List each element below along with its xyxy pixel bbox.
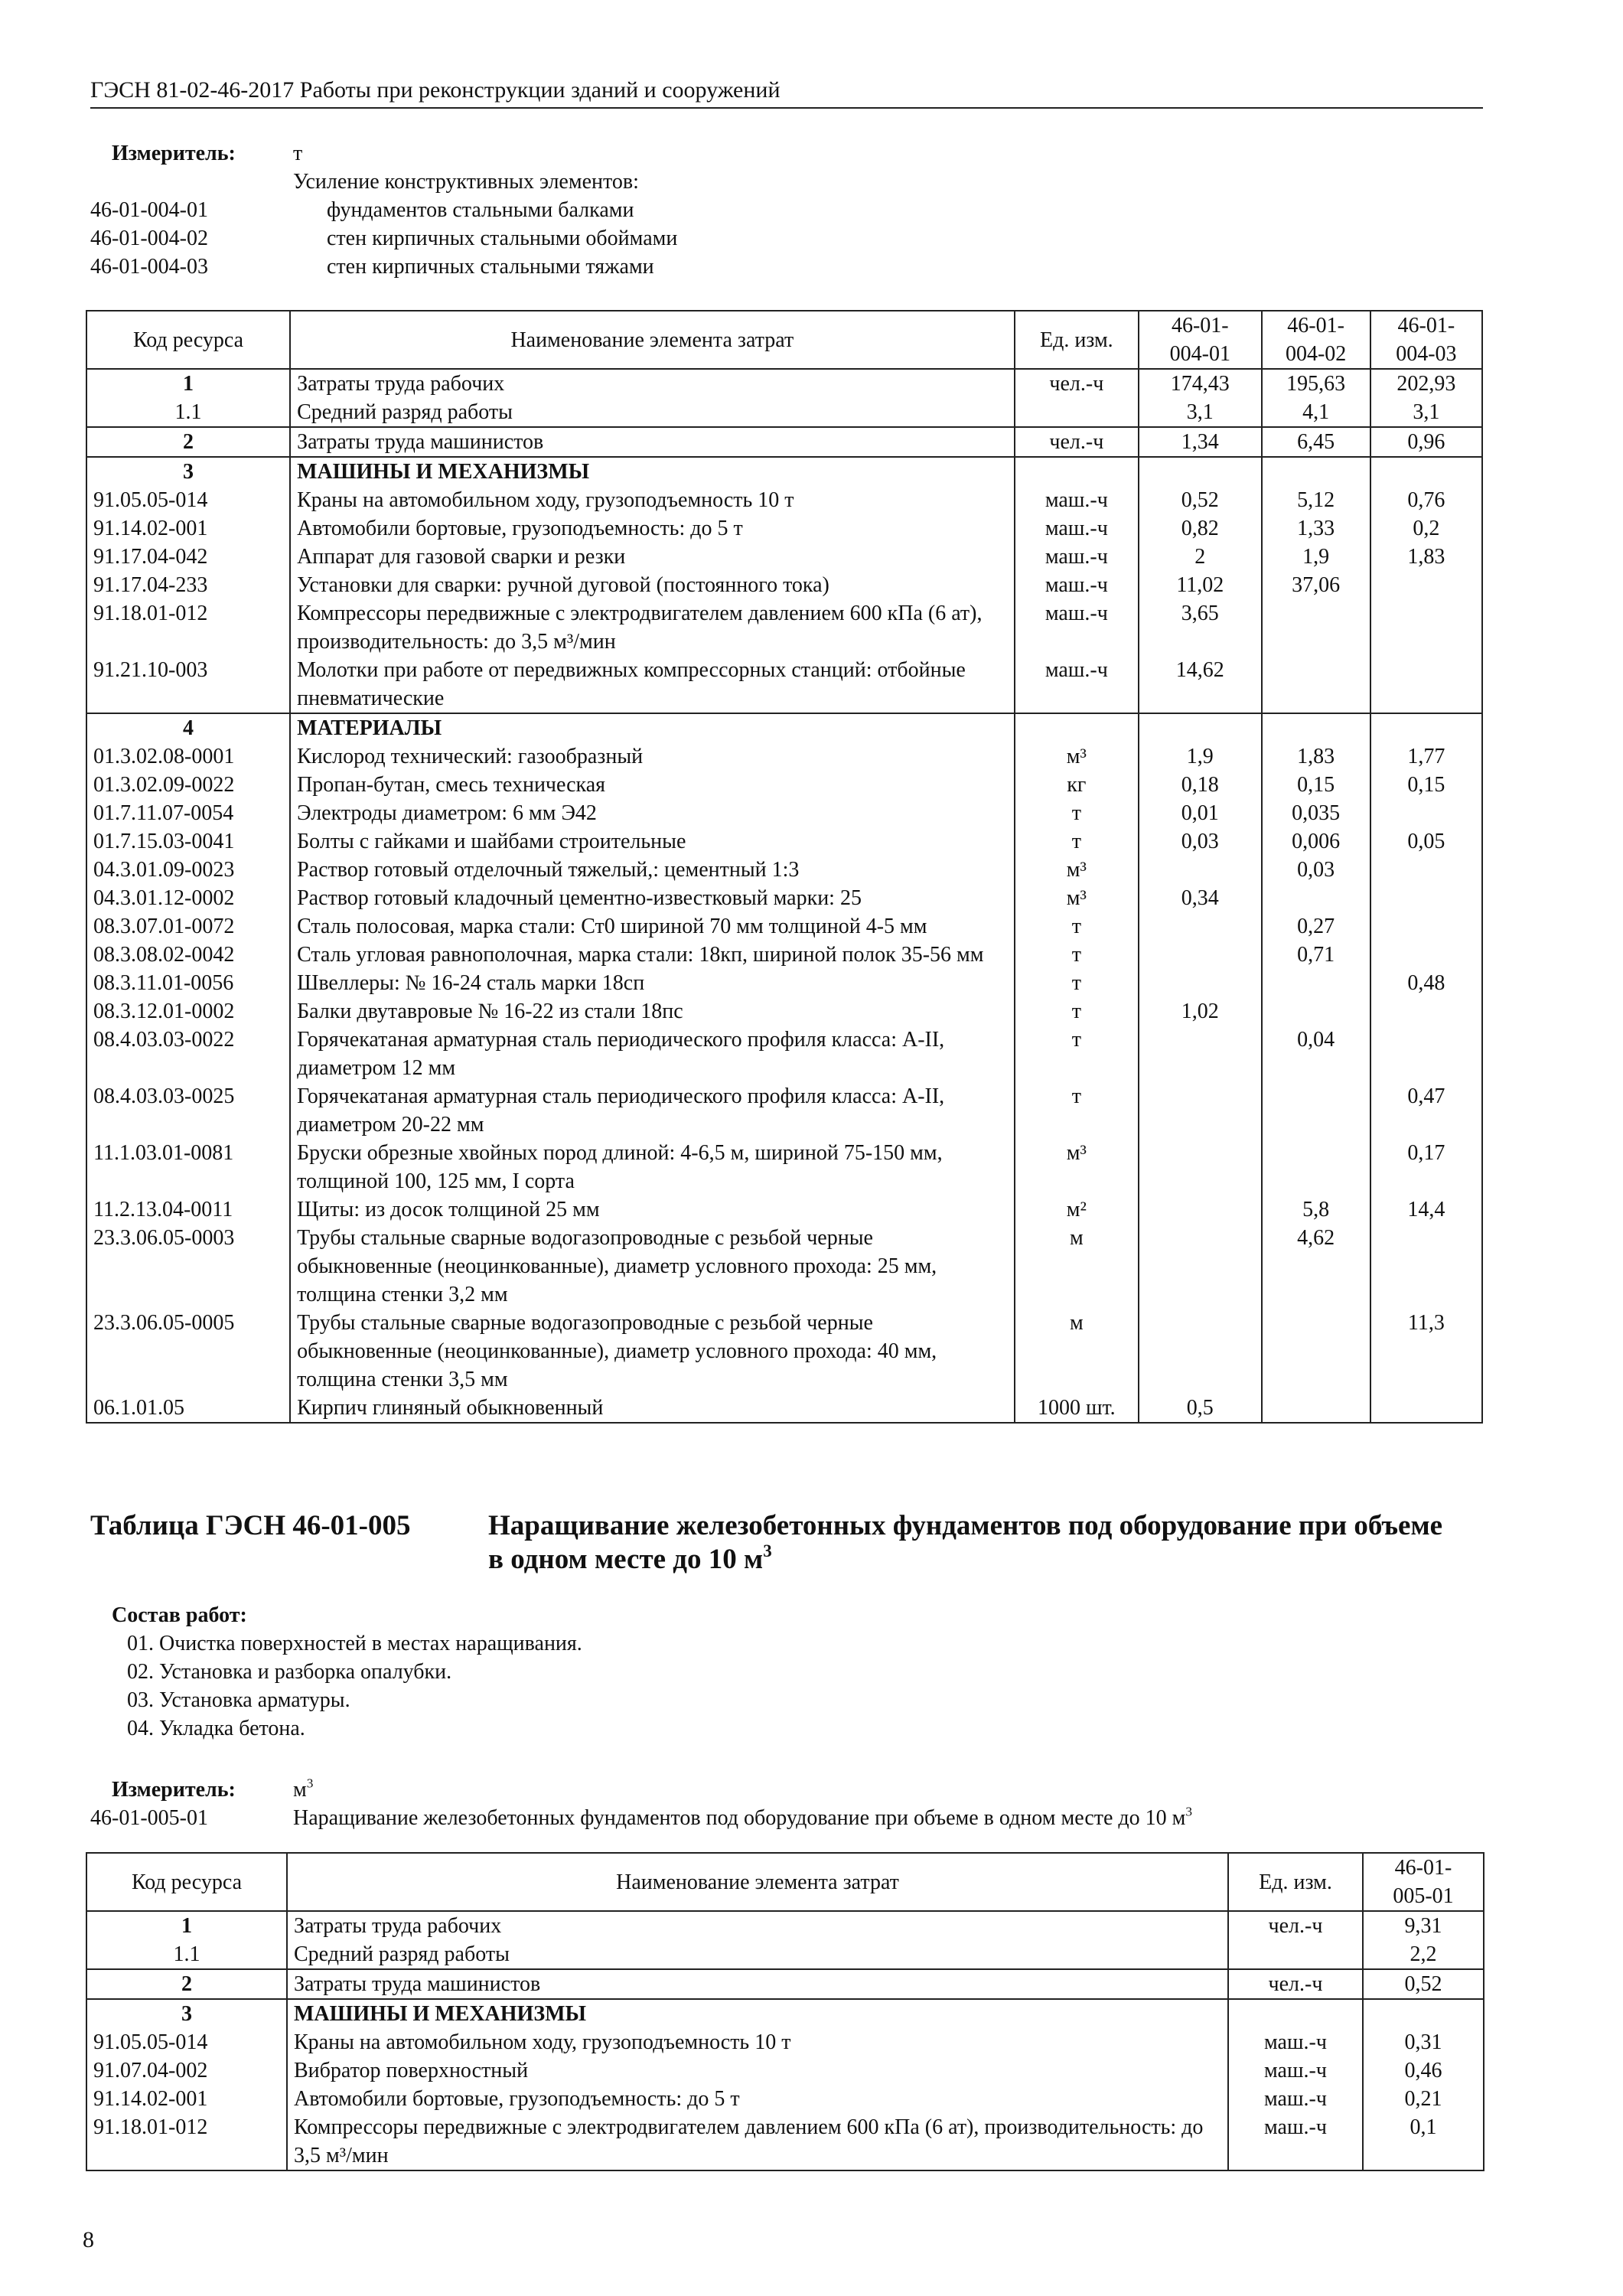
resource-name: Пропан-бутан, смесь техническая <box>290 771 1015 799</box>
table-row <box>86 1309 1482 1394</box>
resource-unit: т <box>1015 912 1139 941</box>
resource-value <box>1139 1026 1261 1082</box>
table-row <box>86 1999 1484 2028</box>
resource-value <box>1370 912 1482 941</box>
resource-value: 0,17 <box>1370 1139 1482 1195</box>
table-row <box>86 1394 1482 1423</box>
resource-name: Трубы стальные сварные водогазопроводные с резьбой черные обыкновенные (неоцинкованные), диаметр условного прохода: 25 мм, толщина стенки 3,2 мм <box>290 1224 1015 1309</box>
resource-code: 91.21.10-003 <box>86 656 290 713</box>
resource-value: 0,5 <box>1139 1394 1261 1423</box>
header-col-2: 46-01- 004-02 <box>1262 311 1370 369</box>
composition-heading: Состав работ: <box>112 1603 247 1627</box>
resource-code: 1 <box>86 369 290 398</box>
resource-unit: маш.-ч <box>1228 2113 1363 2170</box>
table-row <box>86 2028 1484 2056</box>
table-row <box>86 2056 1484 2085</box>
resource-code: 04.3.01.09-0023 <box>86 856 290 884</box>
resource-code: 08.3.12.01-0002 <box>86 997 290 1026</box>
resource-value <box>1262 599 1370 656</box>
resource-code: 3 <box>86 1999 287 2028</box>
resource-unit <box>1228 1999 1363 2028</box>
item-code: 46-01-004-01 <box>90 198 208 222</box>
resource-code: 91.05.05-014 <box>86 2028 287 2056</box>
running-header: ГЭСН 81-02-46-2017 Работы при реконструкции зданий и сооружений <box>90 77 1483 109</box>
resource-value <box>1262 1082 1370 1139</box>
resource-name: Трубы стальные сварные водогазопроводные с резьбой черные обыкновенные (неоцинкованные), диаметр условного прохода: 40 мм, толщина стенки 3,5 мм <box>290 1309 1015 1394</box>
resource-unit: маш.-ч <box>1015 571 1139 599</box>
item-text: стен кирпичных стальными тяжами <box>327 255 654 279</box>
section1-measure-block <box>90 139 1483 281</box>
resource-value: 0,47 <box>1370 1082 1482 1139</box>
resource-name: МАШИНЫ И МЕХАНИЗМЫ <box>290 457 1015 486</box>
table-row <box>86 1911 1484 1940</box>
resource-code: 08.4.03.03-0025 <box>86 1082 290 1139</box>
resource-value <box>1262 969 1370 997</box>
resource-unit: м³ <box>1015 856 1139 884</box>
table-row <box>86 1195 1482 1224</box>
page-number: 8 <box>83 2227 94 2252</box>
resource-code: 1.1 <box>86 1940 287 1969</box>
resource-value: 0,76 <box>1370 486 1482 514</box>
item-text: Наращивание железобетонных фундаментов под оборудование при объеме в одном месте до 10 $м^3$ <box>293 1804 1193 1830</box>
resource-value: 0,71 <box>1262 941 1370 969</box>
resource-code: 91.18.01-012 <box>86 2113 287 2170</box>
composition-step: 04. Укладка бетона. <box>127 1717 305 1740</box>
resource-value <box>1370 599 1482 656</box>
resource-unit: маш.-ч <box>1015 656 1139 713</box>
resource-code: 06.1.01.05 <box>86 1394 290 1423</box>
table-row <box>86 543 1482 571</box>
resource-value: 0,05 <box>1370 827 1482 856</box>
resource-code: 08.3.08.02-0042 <box>86 941 290 969</box>
resource-name: Краны на автомобильном ходу, грузоподъемность 10 т <box>287 2028 1228 2056</box>
resource-table-46-01-005 <box>86 1852 1484 2171</box>
resource-value: 1,02 <box>1139 997 1261 1026</box>
header-code: Код ресурса <box>86 311 290 369</box>
table-row <box>86 398 1482 427</box>
table-row <box>86 369 1482 398</box>
resource-value <box>1139 1082 1261 1139</box>
resource-value: 0,52 <box>1363 1969 1484 1999</box>
resource-value <box>1139 941 1261 969</box>
resource-name: Сталь полосовая, марка стали: Ст0 шириной 70 мм толщиной 4-5 мм <box>290 912 1015 941</box>
resource-value <box>1370 457 1482 486</box>
resource-value: 0,82 <box>1139 514 1261 543</box>
resource-unit: маш.-ч <box>1015 599 1139 656</box>
resource-value: 5,8 <box>1262 1195 1370 1224</box>
table-row <box>86 941 1482 969</box>
resource-value: 4,62 <box>1262 1224 1370 1309</box>
table-row <box>86 1082 1482 1139</box>
resource-value: 3,1 <box>1370 398 1482 427</box>
resource-value: 0,01 <box>1139 799 1261 827</box>
resource-value: 0,27 <box>1262 912 1370 941</box>
resource-value: 0,46 <box>1363 2056 1484 2085</box>
table-row <box>86 884 1482 912</box>
table-row <box>86 1969 1484 1999</box>
resource-name: Затраты труда рабочих <box>290 369 1015 398</box>
resource-code: 2 <box>86 1969 287 1999</box>
resource-value: 2 <box>1139 543 1261 571</box>
resource-value: 0,21 <box>1363 2085 1484 2113</box>
resource-value <box>1363 1999 1484 2028</box>
resource-value <box>1370 656 1482 713</box>
resource-value <box>1370 571 1482 599</box>
measure-label: Измеритель: <box>112 1778 236 1802</box>
header-code: Код ресурса <box>86 1853 287 1911</box>
header-col-1: 46-01- 005-01 <box>1363 1853 1484 1911</box>
table2-title <box>90 1509 1483 1577</box>
resource-value: 3,65 <box>1139 599 1261 656</box>
resource-value: 1,9 <box>1262 543 1370 571</box>
table-row <box>86 599 1482 656</box>
resource-value: 0,15 <box>1370 771 1482 799</box>
resource-name: Щиты: из досок толщиной 25 мм <box>290 1195 1015 1224</box>
resource-name: Кирпич глиняный обыкновенный <box>290 1394 1015 1423</box>
resource-code: 91.18.01-012 <box>86 599 290 656</box>
resource-unit: м³ <box>1015 742 1139 771</box>
resource-value: 0,18 <box>1139 771 1261 799</box>
resource-value <box>1370 884 1482 912</box>
resource-value: 202,93 <box>1370 369 1482 398</box>
resource-value <box>1262 1309 1370 1394</box>
resource-value <box>1139 969 1261 997</box>
resource-value <box>1370 997 1482 1026</box>
table-row <box>86 1026 1482 1082</box>
resource-name: Раствор готовый отделочный тяжелый,: цементный 1:3 <box>290 856 1015 884</box>
table-row <box>86 912 1482 941</box>
resource-value: 0,52 <box>1139 486 1261 514</box>
resource-unit: кг <box>1015 771 1139 799</box>
resource-name: Раствор готовый кладочный цементно-известковый марки: 25 <box>290 884 1015 912</box>
resource-name: Аппарат для газовой сварки и резки <box>290 543 1015 571</box>
composition-step: 03. Установка арматуры. <box>127 1688 350 1712</box>
resource-unit <box>1015 398 1139 427</box>
resource-value: 4,1 <box>1262 398 1370 427</box>
measure-unit: $м^3$ <box>293 1776 314 1802</box>
table-row <box>86 457 1482 486</box>
header-unit: Ед. изм. <box>1015 311 1139 369</box>
resource-value <box>1139 912 1261 941</box>
resource-code: 91.14.02-001 <box>86 514 290 543</box>
resource-code: 01.3.02.09-0022 <box>86 771 290 799</box>
resource-code: 1.1 <box>86 398 290 427</box>
resource-value: 1,9 <box>1139 742 1261 771</box>
resource-value: 37,06 <box>1262 571 1370 599</box>
resource-unit: т <box>1015 997 1139 1026</box>
resource-value: 1,83 <box>1262 742 1370 771</box>
resource-value: 5,12 <box>1262 486 1370 514</box>
resource-value: 1,33 <box>1262 514 1370 543</box>
resource-unit: маш.-ч <box>1015 543 1139 571</box>
resource-value <box>1262 884 1370 912</box>
resource-unit: маш.-ч <box>1015 514 1139 543</box>
resource-code: 91.14.02-001 <box>86 2085 287 2113</box>
resource-code: 08.3.07.01-0072 <box>86 912 290 941</box>
section2-measure-block <box>90 1776 1483 1832</box>
item-code: 46-01-005-01 <box>90 1806 208 1830</box>
resource-value: 14,4 <box>1370 1195 1482 1224</box>
resource-value: 0,1 <box>1363 2113 1484 2170</box>
resource-name: Автомобили бортовые, грузоподъемность: до 5 т <box>290 514 1015 543</box>
group-title: Усиление конструктивных элементов: <box>293 170 639 194</box>
table-row <box>86 827 1482 856</box>
resource-value <box>1139 1139 1261 1195</box>
resource-code: 08.3.11.01-0056 <box>86 969 290 997</box>
resource-value <box>1370 713 1482 742</box>
resource-value <box>1139 713 1261 742</box>
resource-code: 91.17.04-042 <box>86 543 290 571</box>
resource-unit: м <box>1015 1309 1139 1394</box>
header-name: Наименование элемента затрат <box>290 311 1015 369</box>
resource-value <box>1139 1195 1261 1224</box>
measure-label: Измеритель: <box>112 142 236 165</box>
resource-unit: чел.-ч <box>1228 1969 1363 1999</box>
resource-unit: т <box>1015 1026 1139 1082</box>
resource-unit: м³ <box>1015 884 1139 912</box>
table-row <box>86 571 1482 599</box>
resource-value <box>1262 457 1370 486</box>
resource-name: Установки для сварки: ручной дуговой (постоянного тока) <box>290 571 1015 599</box>
header-col-1: 46-01- 004-01 <box>1139 311 1261 369</box>
resource-value <box>1262 1139 1370 1195</box>
resource-value: 0,2 <box>1370 514 1482 543</box>
resource-value <box>1370 1394 1482 1423</box>
resource-unit: т <box>1015 969 1139 997</box>
resource-value: 9,31 <box>1363 1911 1484 1940</box>
measure-unit: т <box>293 142 303 165</box>
header-name: Наименование элемента затрат <box>287 1853 1228 1911</box>
resource-value <box>1370 941 1482 969</box>
header-unit: Ед. изм. <box>1228 1853 1363 1911</box>
table-row <box>86 1940 1484 1969</box>
resource-value <box>1262 997 1370 1026</box>
resource-value: 195,63 <box>1262 369 1370 398</box>
resource-name: Автомобили бортовые, грузоподъемность: до 5 т <box>287 2085 1228 2113</box>
resource-code: 3 <box>86 457 290 486</box>
resource-value: 6,45 <box>1262 427 1370 457</box>
resource-unit: маш.-ч <box>1228 2056 1363 2085</box>
table2-label: Таблица ГЭСН 46-01-005 <box>90 1510 411 1541</box>
header-col-3: 46-01- 004-03 <box>1370 311 1482 369</box>
resource-unit: 1000 шт. <box>1015 1394 1139 1423</box>
resource-code: 91.07.04-002 <box>86 2056 287 2085</box>
resource-name: Бруски обрезные хвойных пород длиной: 4-6,5 м, шириной 75-150 мм, толщиной 100, 125 мм, I сорта <box>290 1139 1015 1195</box>
resource-table-46-01-004 <box>86 310 1483 1424</box>
item-code: 46-01-004-02 <box>90 227 208 250</box>
table2-heading: Наращивание железобетонных фундаментов под оборудование при объеме в одном месте до 10 $м^3$ <box>488 1510 1443 1575</box>
table-row <box>86 799 1482 827</box>
composition-step: 01. Очистка поверхностей в местах наращивания. <box>127 1632 582 1655</box>
resource-value: 2,2 <box>1363 1940 1484 1969</box>
resource-unit <box>1015 713 1139 742</box>
table-row <box>86 1224 1482 1309</box>
table-row <box>86 1139 1482 1195</box>
item-text: стен кирпичных стальными обоймами <box>327 227 678 250</box>
composition-of-work <box>90 1601 582 1743</box>
table-row <box>86 2085 1484 2113</box>
resource-code: 08.4.03.03-0022 <box>86 1026 290 1082</box>
resource-value: 1,34 <box>1139 427 1261 457</box>
resource-code: 2 <box>86 427 290 457</box>
resource-unit: маш.-ч <box>1015 486 1139 514</box>
resource-code: 23.3.06.05-0003 <box>86 1224 290 1309</box>
table-row <box>86 656 1482 713</box>
resource-code: 4 <box>86 713 290 742</box>
resource-code: 01.7.15.03-0041 <box>86 827 290 856</box>
resource-value <box>1262 1394 1370 1423</box>
resource-value: 0,31 <box>1363 2028 1484 2056</box>
resource-unit: чел.-ч <box>1228 1911 1363 1940</box>
resource-name: Электроды диаметром: 6 мм Э42 <box>290 799 1015 827</box>
resource-value: 1,77 <box>1370 742 1482 771</box>
resource-value <box>1139 1309 1261 1394</box>
table-row <box>86 771 1482 799</box>
resource-unit: т <box>1015 799 1139 827</box>
resource-name: Краны на автомобильном ходу, грузоподъемность 10 т <box>290 486 1015 514</box>
resource-name: Затраты труда рабочих <box>287 1911 1228 1940</box>
resource-code: 1 <box>86 1911 287 1940</box>
resource-value: 0,34 <box>1139 884 1261 912</box>
item-code: 46-01-004-03 <box>90 255 208 279</box>
resource-name: Средний разряд работы <box>290 398 1015 427</box>
resource-name: Средний разряд работы <box>287 1940 1228 1969</box>
resource-value: 0,15 <box>1262 771 1370 799</box>
resource-name: Сталь угловая равнополочная, марка стали: 18кп, шириной полок 35-56 мм <box>290 941 1015 969</box>
resource-unit: м <box>1015 1224 1139 1309</box>
table-row <box>86 427 1482 457</box>
resource-unit: т <box>1015 827 1139 856</box>
resource-code: 11.1.03.01-0081 <box>86 1139 290 1195</box>
resource-value: 0,96 <box>1370 427 1482 457</box>
resource-unit: чел.-ч <box>1015 369 1139 398</box>
resource-value <box>1370 1224 1482 1309</box>
resource-unit: чел.-ч <box>1015 427 1139 457</box>
resource-name: Затраты труда машинистов <box>290 427 1015 457</box>
resource-value <box>1262 656 1370 713</box>
resource-name: Горячекатаная арматурная сталь периодического профиля класса: А-II, диаметром 20-22 мм <box>290 1082 1015 1139</box>
resource-name: МАШИНЫ И МЕХАНИЗМЫ <box>287 1999 1228 2028</box>
resource-value <box>1139 856 1261 884</box>
resource-unit <box>1015 457 1139 486</box>
resource-name: Балки двутавровые № 16-22 из стали 18пс <box>290 997 1015 1026</box>
resource-value <box>1370 1026 1482 1082</box>
resource-unit: маш.-ч <box>1228 2028 1363 2056</box>
resource-unit: м² <box>1015 1195 1139 1224</box>
resource-value: 174,43 <box>1139 369 1261 398</box>
resource-value: 1,83 <box>1370 543 1482 571</box>
table-row <box>86 997 1482 1026</box>
resource-unit: м³ <box>1015 1139 1139 1195</box>
resource-name: Затраты труда машинистов <box>287 1969 1228 1999</box>
resource-value: 11,02 <box>1139 571 1261 599</box>
resource-code: 01.3.02.08-0001 <box>86 742 290 771</box>
resource-value: 3,1 <box>1139 398 1261 427</box>
resource-name: Молотки при работе от передвижных компрессорных станций: отбойные пневматические <box>290 656 1015 713</box>
table-row <box>86 856 1482 884</box>
resource-unit: т <box>1015 1082 1139 1139</box>
resource-name: Компрессоры передвижные с электродвигателем давлением 600 кПа (6 ат), производительность: до 3,5 м³/мин <box>287 2113 1228 2170</box>
resource-value: 0,03 <box>1139 827 1261 856</box>
resource-value: 0,006 <box>1262 827 1370 856</box>
resource-unit: т <box>1015 941 1139 969</box>
resource-value: 0,48 <box>1370 969 1482 997</box>
resource-value: 0,03 <box>1262 856 1370 884</box>
resource-name: Вибратор поверхностный <box>287 2056 1228 2085</box>
resource-value <box>1370 856 1482 884</box>
table-row <box>86 2113 1484 2170</box>
resource-code: 23.3.06.05-0005 <box>86 1309 290 1394</box>
resource-value <box>1370 799 1482 827</box>
table-row <box>86 514 1482 543</box>
resource-unit <box>1228 1940 1363 1969</box>
item-text: фундаментов стальными балками <box>327 198 634 222</box>
resource-name: Кислород технический: газообразный <box>290 742 1015 771</box>
table-row <box>86 713 1482 742</box>
resource-value: 0,035 <box>1262 799 1370 827</box>
resource-code: 11.2.13.04-0011 <box>86 1195 290 1224</box>
resource-value: 14,62 <box>1139 656 1261 713</box>
resource-name: Компрессоры передвижные с электродвигателем давлением 600 кПа (6 ат), производительность: до 3,5 м³/мин <box>290 599 1015 656</box>
resource-value <box>1262 713 1370 742</box>
resource-name: Болты с гайками и шайбами строительные <box>290 827 1015 856</box>
resource-code: 04.3.01.12-0002 <box>86 884 290 912</box>
resource-value <box>1139 1224 1261 1309</box>
table-row <box>86 486 1482 514</box>
table-row <box>86 742 1482 771</box>
composition-step: 02. Установка и разборка опалубки. <box>127 1660 452 1684</box>
resource-code: 01.7.11.07-0054 <box>86 799 290 827</box>
table-row <box>86 969 1482 997</box>
resource-name: МАТЕРИАЛЫ <box>290 713 1015 742</box>
resource-value: 11,3 <box>1370 1309 1482 1394</box>
resource-code: 91.05.05-014 <box>86 486 290 514</box>
resource-code: 91.17.04-233 <box>86 571 290 599</box>
resource-value: 0,04 <box>1262 1026 1370 1082</box>
resource-unit: маш.-ч <box>1228 2085 1363 2113</box>
resource-value <box>1139 457 1261 486</box>
resource-name: Горячекатаная арматурная сталь периодического профиля класса: А-II, диаметром 12 мм <box>290 1026 1015 1082</box>
resource-name: Швеллеры: № 16-24 сталь марки 18сп <box>290 969 1015 997</box>
